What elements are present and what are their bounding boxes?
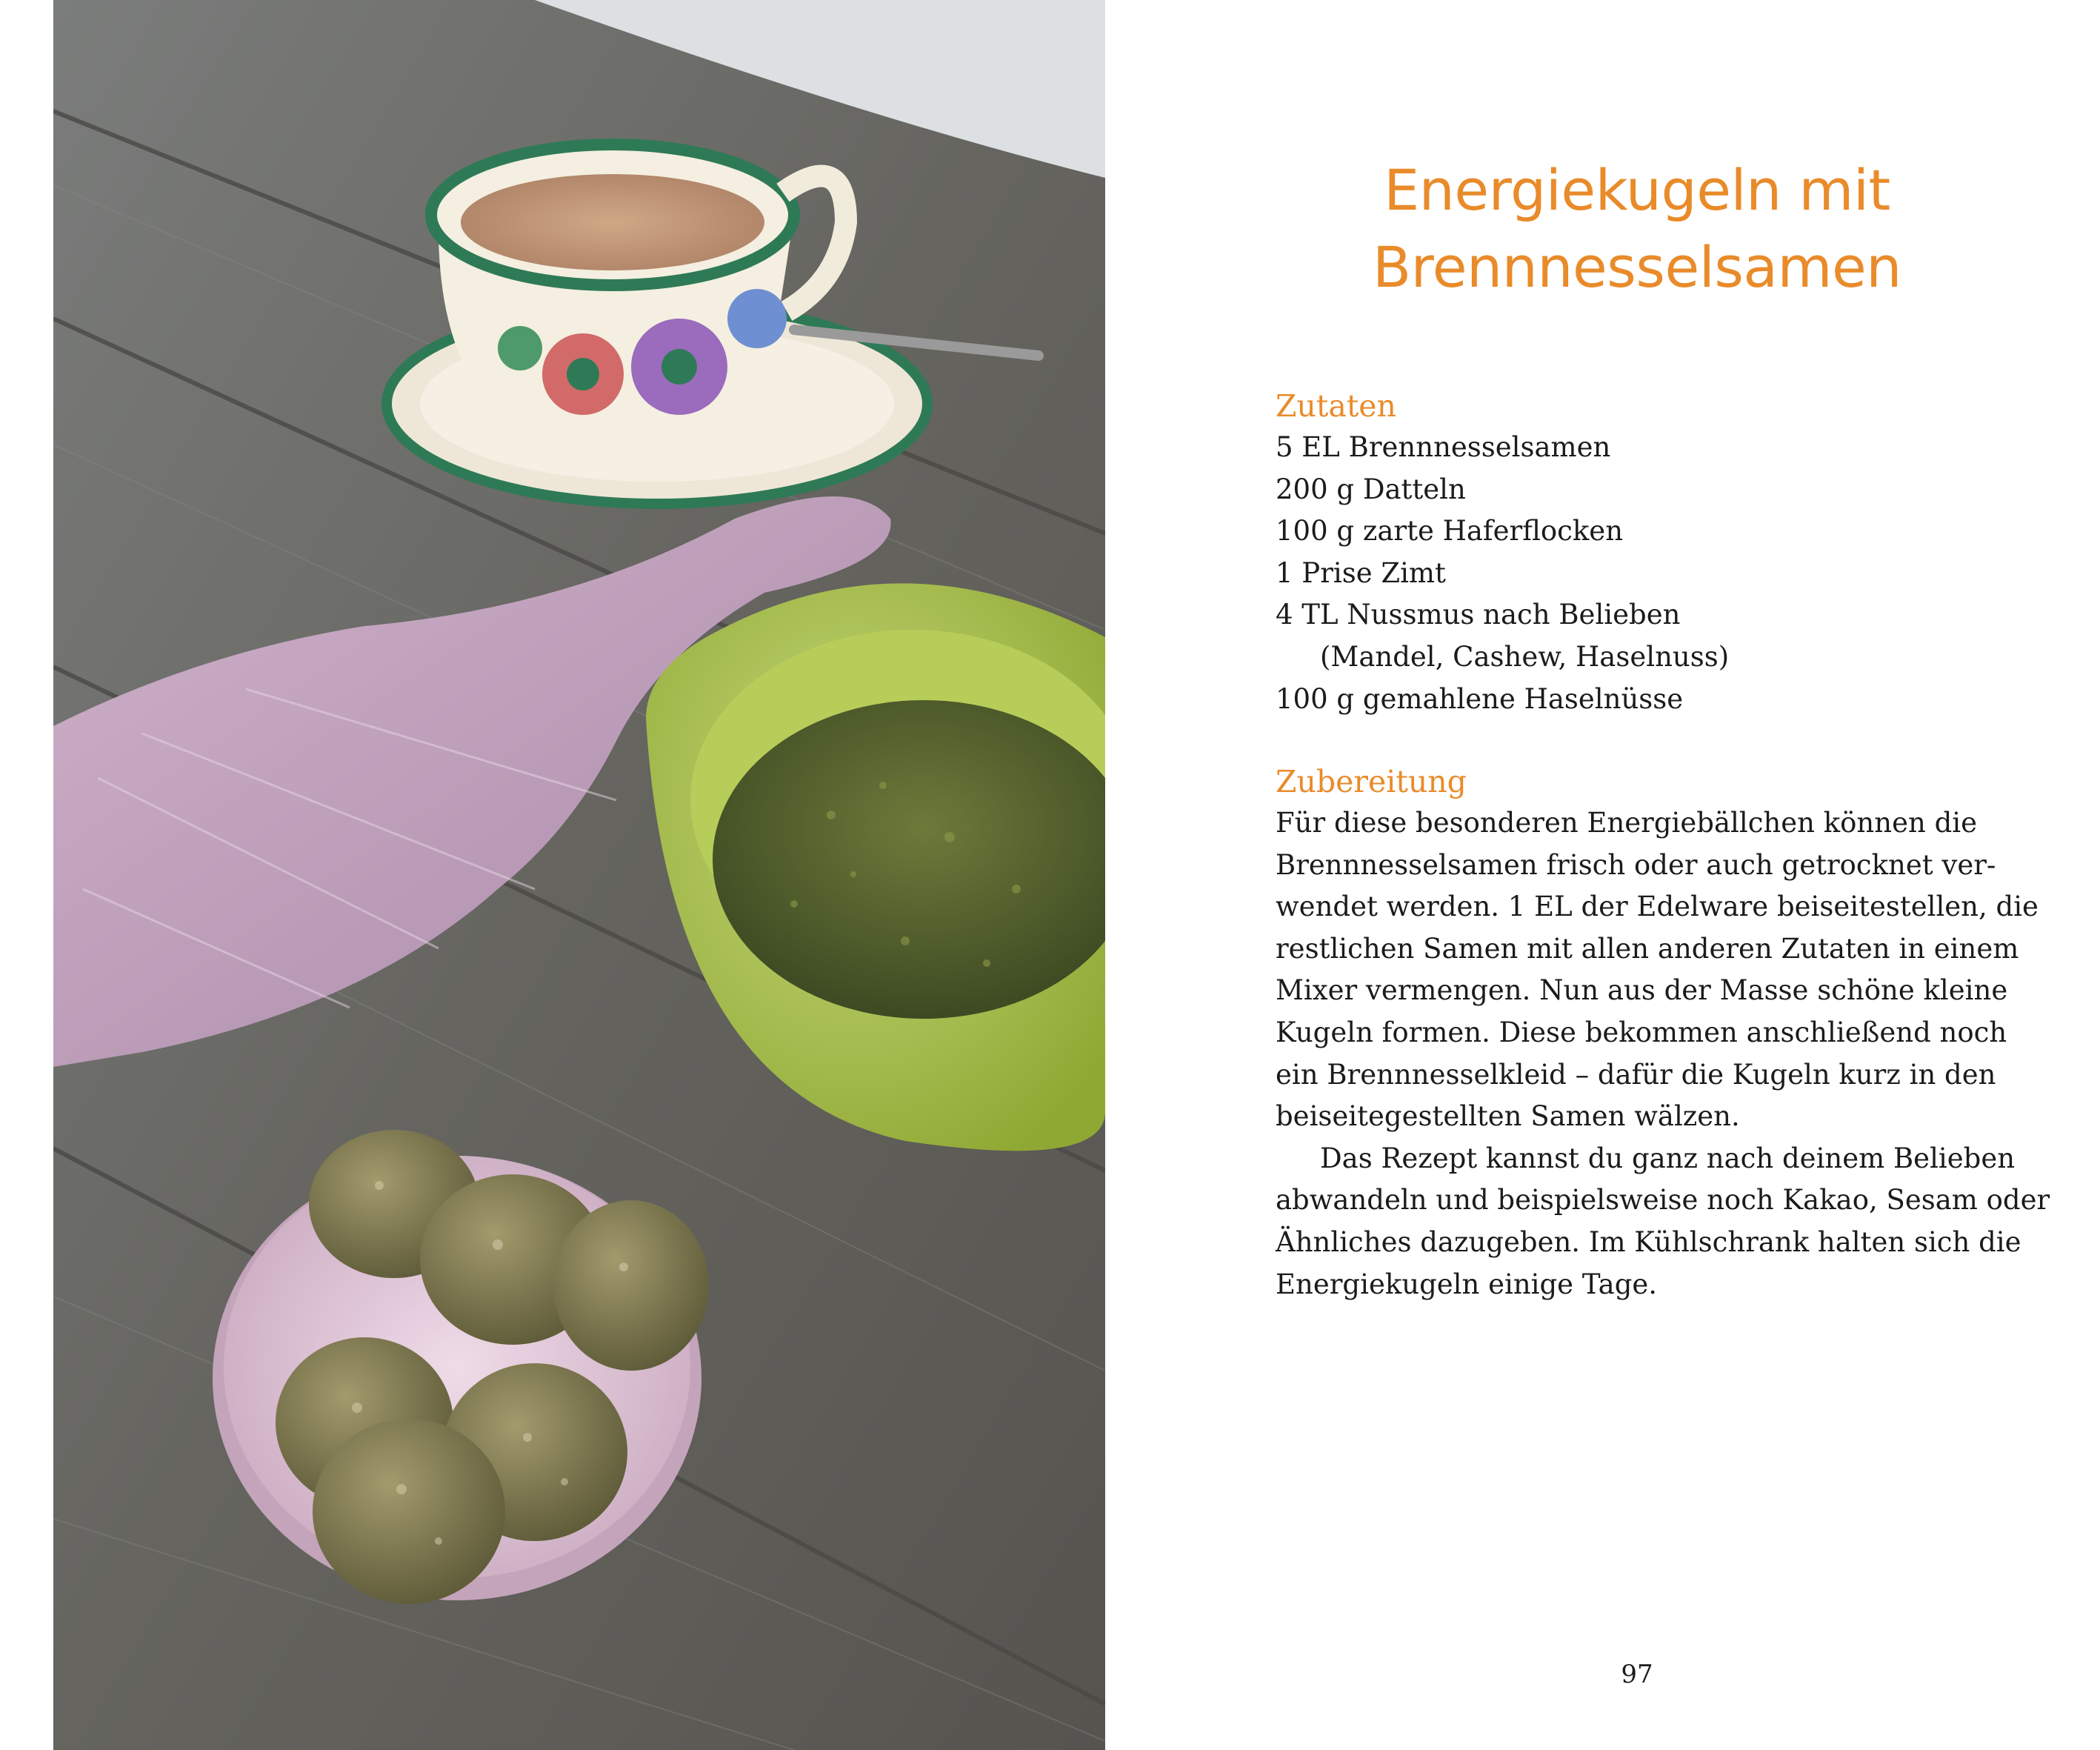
ingredients-list — [1276, 427, 2016, 720]
preparation-line: abwandeln und beispielsweise noch Kakao, Sesam oder — [1276, 1184, 2050, 1217]
title-line-1: Energiekugeln mit — [1384, 157, 1890, 223]
preparation-line: Brennnesselsamen frisch oder auch getrocknet ver- — [1276, 848, 1996, 881]
ingredient-item: 200 g Datteln — [1276, 473, 1466, 505]
recipe-photo — [53, 0, 1105, 1750]
preparation-line: Für diese besonderen Energiebällchen können die — [1276, 807, 1977, 839]
preparation-text — [1276, 802, 2050, 1305]
preparation-line: Energiekugeln einige Tage. — [1276, 1268, 1658, 1300]
ingredient-item: 1 Prise Zimt — [1276, 556, 1446, 589]
preparation-heading: Zubereitung — [1276, 764, 1467, 799]
preparation-line: Ähnliches dazugeben. Im Kühlschrank halten sich die — [1276, 1225, 2021, 1258]
recipe-title — [1215, 152, 2059, 306]
ingredients-heading: Zutaten — [1276, 388, 1396, 424]
page-number: 97 — [1621, 1660, 1653, 1689]
preparation-line: wendet werden. 1 EL der Edelware beiseitestellen, die — [1276, 891, 2039, 923]
preparation-line: Kugeln formen. Diese bekommen anschließend noch — [1276, 1016, 2007, 1048]
ingredient-item: 100 g zarte Haferflocken — [1276, 515, 1624, 548]
preparation-line: ein Brennnesselkleid – dafür die Kugeln kurz in den — [1276, 1058, 1996, 1091]
title-line-2: Brennnesselsamen — [1373, 234, 1901, 300]
ingredient-item: 4 TL Nussmus nach Belieben — [1276, 599, 1681, 631]
preparation-line: Mixer vermengen. Nun aus der Masse schöne kleine — [1276, 974, 2008, 1007]
preparation-line: Das Rezept kannst du ganz nach deinem Belieben — [1320, 1142, 2016, 1174]
ingredient-item: 5 EL Brennnesselsamen — [1276, 431, 1611, 463]
ingredient-item-note: (Mandel, Cashew, Haselnuss) — [1320, 640, 1730, 673]
preparation-line: restlichen Samen mit allen anderen Zutaten in einem — [1276, 932, 2019, 965]
preparation-line: beiseitegestellten Samen wälzen. — [1276, 1100, 1740, 1133]
ingredient-item: 100 g gemahlene Haselnüsse — [1276, 682, 1684, 715]
